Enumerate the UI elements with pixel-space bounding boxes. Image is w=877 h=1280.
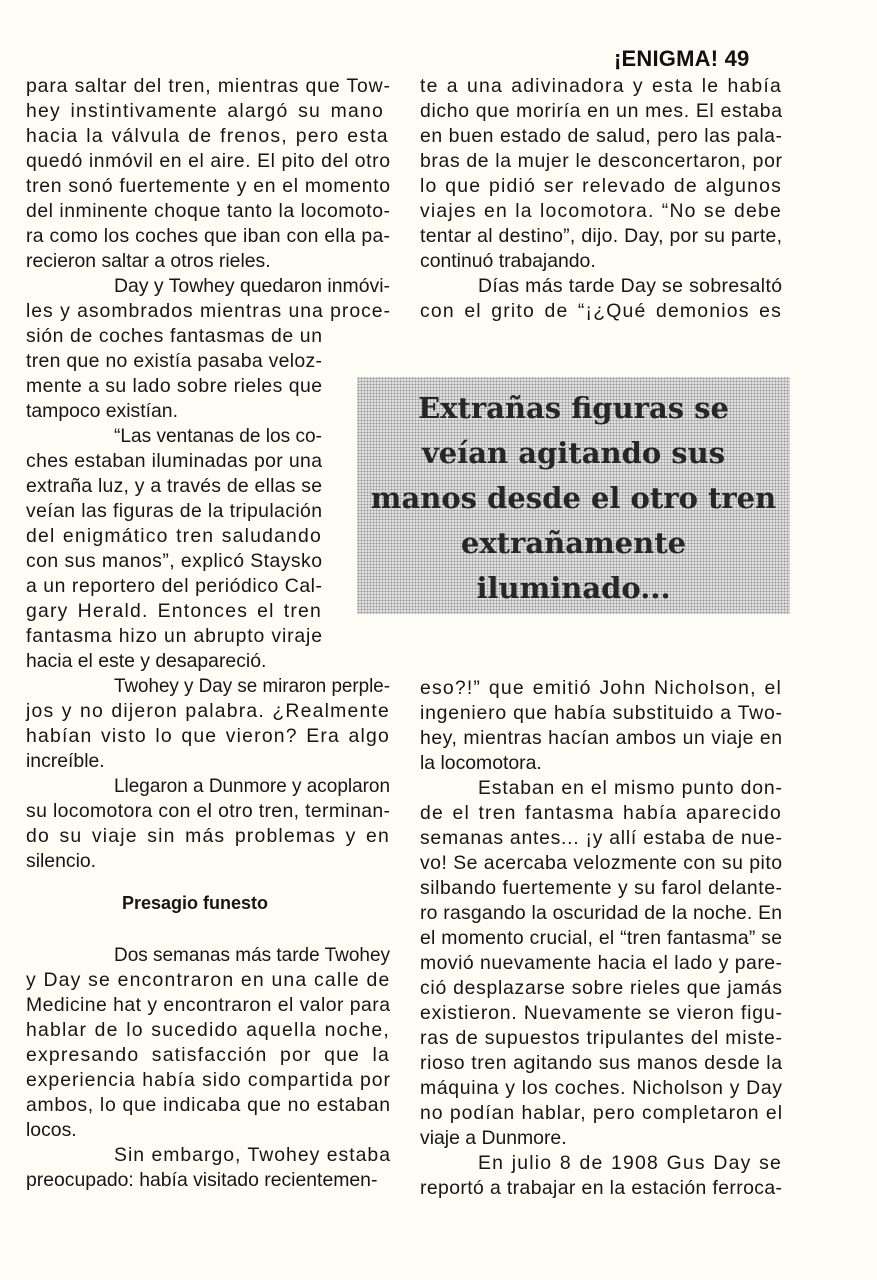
page-header: ¡ENIGMA! 49	[614, 46, 750, 71]
left-column-text-line: y Day se encontraron en una calle de	[26, 969, 391, 991]
left-column-text-line: sión de coches fantasmas de un	[26, 325, 323, 347]
right-column-text-line: ció desplazarse sobre rieles que jamás	[420, 977, 783, 999]
left-column-text-line: experiencia había sido compartida por	[26, 1069, 391, 1091]
left-column-text-line: ches estaban iluminadas por una	[26, 450, 323, 472]
right-column-text-line: tentar al destino”, dijo. Day, por su parte,	[420, 225, 783, 247]
pull-quote-line: Extrañas figuras se	[418, 391, 729, 425]
left-column-text-line: recieron saltar a otros rieles.	[26, 250, 271, 272]
right-column-text-line: reportó a trabajar en la estación ferroca-	[420, 1177, 783, 1199]
left-column-text-line: mente a su lado sobre rieles que	[26, 375, 323, 397]
left-column-text-line: con sus manos”, explicó Staysko	[26, 550, 323, 572]
left-column-text-line: tren que no existía pasaba veloz-	[26, 350, 323, 372]
left-column-text-line: tren sonó fuertemente y en el momento	[26, 175, 391, 197]
pull-quote-line: extrañamente	[460, 526, 687, 560]
left-column-text-line: preocupado: había visitado recientemen-	[26, 1169, 378, 1191]
left-column-text-line: “Las ventanas de los co-	[114, 425, 322, 447]
left-column-text-line: fantasma hizo un abrupto viraje	[26, 625, 323, 647]
right-column-text-line: ras de supuestos tripulantes del miste-	[420, 1027, 783, 1049]
left-column-text-line: hacia el este y desapareció.	[26, 650, 267, 672]
left-column-text-line: su locomotora con el otro tren, terminan-	[26, 800, 391, 822]
right-column-text-line: existieron. Nuevamente se vieron figu-	[420, 1002, 783, 1024]
left-column-text-line: Dos semanas más tarde Twohey	[114, 944, 390, 966]
left-column-text-line: hey instintivamente alargó su mano	[26, 100, 384, 122]
right-column-text-line: ro rasgando la oscuridad de la noche. En	[420, 902, 783, 924]
right-column-text-line: el momento crucial, el “tren fantasma” se	[420, 927, 783, 949]
right-column-text-line: vo! Se acercaba velozmente con su pito	[420, 852, 783, 874]
left-column-text-line: Twohey y Day se miraron perple-	[114, 675, 390, 697]
left-column-text-line: veían las figuras de la tripulación	[26, 500, 323, 522]
right-column-text-line: con el grito de “¡¿Qué demonios es	[420, 300, 782, 322]
left-column-text-line: para saltar del tren, mientras que Tow-	[26, 75, 391, 97]
left-column-text-line: hacia la válvula de frenos, pero esta	[26, 125, 389, 147]
left-column-text-line: del enigmático tren saludando	[26, 525, 322, 547]
pull-quote-line: manos desde el otro tren	[370, 481, 777, 515]
left-column-text-line: locos.	[26, 1119, 77, 1141]
right-column-text-line: continuó trabajando.	[420, 250, 596, 272]
right-column-text-line: movió nuevamente hacia el lado y pare-	[420, 952, 783, 974]
right-column-text-line: En julio 8 de 1908 Gus Day se	[478, 1152, 782, 1174]
right-column-text-line: dicho que moriría en un mes. El estaba	[420, 100, 783, 122]
right-column-text-line: rioso tren agitando sus manos desde la	[420, 1052, 783, 1074]
right-column-text-line: semanas antes... ¡y allí estaba de nue-	[420, 827, 783, 849]
left-column-text-line: Medicine hat y encontraron el valor para	[26, 994, 391, 1016]
right-column-text-line: la locomotora.	[420, 752, 542, 774]
left-column-text-line: increíble.	[26, 750, 105, 772]
right-column-text-line: Días más tarde Day se sobresaltó	[478, 275, 783, 297]
right-column-text-line: en buen estado de salud, pero las pala-	[420, 125, 783, 147]
right-column-text-line: de el tren fantasma había aparecido	[420, 802, 782, 824]
left-column-text-line: ambos, lo que indicaba que no estaban	[26, 1094, 391, 1116]
right-column-text-line: viaje a Dunmore.	[420, 1127, 567, 1149]
left-column-text-line: ra como los coches que iban con ella pa-	[26, 225, 391, 247]
right-column-text-line: te a una adivinadora y esta le había	[420, 75, 782, 97]
right-column-text-line: lo que pidió ser relevado de algunos	[420, 175, 782, 197]
left-column-text-line: extraña luz, y a través de ellas se	[26, 475, 323, 497]
left-column-text-line: quedó inmóvil en el aire. El pito del otro	[26, 150, 391, 172]
left-column-text-line: jos y no dijeron palabra. ¿Realmente	[26, 700, 390, 722]
left-column-text-line: hablar de lo sucedido aquella noche,	[26, 1019, 390, 1041]
right-column-text-line: hey, mientras hacían ambos un viaje en	[420, 727, 783, 749]
left-column-text-line: del inminente choque tanto la locomoto-	[26, 200, 391, 222]
left-column-text-line: Sin embargo, Twohey estaba	[114, 1144, 391, 1166]
pull-quote-box	[357, 377, 790, 614]
left-column-text-line: a un reportero del periódico Cal-	[26, 575, 323, 597]
left-column-text-line: expresando satisfacción por que la	[26, 1044, 390, 1066]
left-column-text-line: gary Herald. Entonces el tren	[26, 600, 322, 622]
left-column-text-line: tampoco existían.	[26, 400, 178, 422]
right-column-text-line: Estaban en el mismo punto don-	[478, 777, 783, 799]
right-column-text-line: eso?!” que emitió John Nicholson, el	[420, 677, 782, 699]
left-column-text-line: Day y Towhey quedaron inmóvi-	[114, 275, 391, 297]
pull-quote-line: iluminado...	[476, 571, 671, 605]
right-column-text-line: silbando fuertemente y su farol delante-	[420, 877, 783, 899]
left-column-text-line: habían visto lo que vieron? Era algo	[26, 725, 390, 747]
right-column-text-line: máquina y los coches. Nicholson y Day	[420, 1077, 783, 1099]
left-column-text-line: do su viaje sin más problemas y en	[26, 825, 390, 847]
left-column-text-line: silencio.	[26, 850, 97, 872]
section-subheading: Presagio funesto	[122, 893, 269, 913]
right-column-text-line: ingeniero que había substituido a Two-	[420, 702, 783, 724]
right-column-text-line: bras de la mujer le desconcertaron, por	[420, 150, 783, 172]
right-column-text-line: no podían hablar, pero completaron el	[420, 1102, 783, 1124]
pull-quote-line: veían agitando sus	[421, 436, 726, 470]
left-column-text-line: Llegaron a Dunmore y acoplaron	[114, 775, 390, 797]
right-column-text-line: viajes en la locomotora. “No se debe	[420, 200, 782, 222]
left-column-text-line: les y asombrados mientras una proce-	[26, 300, 391, 322]
